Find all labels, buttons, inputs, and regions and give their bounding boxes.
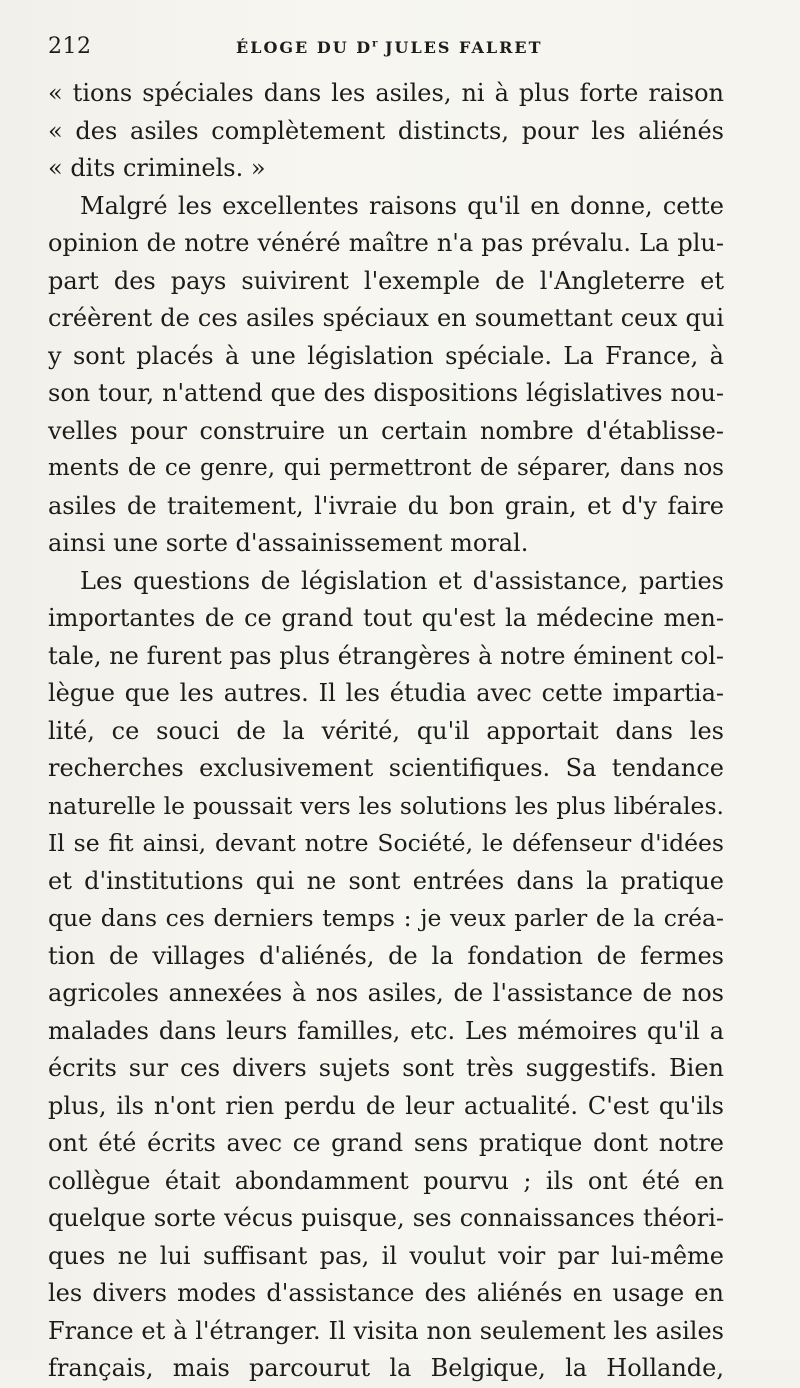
text-line: ainsi une sorte d'assainissement moral. bbox=[48, 529, 529, 557]
text-line: Les questions de législation et d'assistance, parties bbox=[80, 566, 724, 595]
running-head-title: ÉLOGE DU D bbox=[236, 38, 373, 57]
text-line: ont été écrits avec ce grand sens pratique dont notre bbox=[48, 1129, 724, 1157]
page-number: 212 bbox=[48, 34, 92, 59]
text-line: collègue était abondamment pourvu ; ils ont été en bbox=[48, 1166, 724, 1195]
text-line: ments de ce genre, qui permettront de séparer, dans nos bbox=[48, 455, 724, 481]
text-line: écrits sur ces divers sujets sont très suggestifs. Bien bbox=[48, 1054, 724, 1082]
text-line: Malgré les excellentes raisons qu'il en donne, cette bbox=[80, 191, 724, 220]
text-line: France et à l'étranger. Il visita non seulement les asiles bbox=[48, 1316, 724, 1345]
text-line: velles pour construire un certain nombre d'établisse- bbox=[48, 416, 724, 445]
text-line: et d'institutions qui ne sont entrées dans la pratique bbox=[48, 866, 724, 895]
text-line: que dans ces derniers temps : je veux parler de la créa- bbox=[48, 904, 724, 932]
text-line: recherches exclusivement scientifiques. Sa tendance bbox=[48, 754, 724, 782]
text-line: lité, ce souci de la vérité, qu'il apportait dans les bbox=[48, 716, 724, 745]
text-line: naturelle le poussait vers les solutions les plus libérales. bbox=[48, 791, 724, 820]
text-line: son tour, n'attend que des dispositions législatives nou- bbox=[48, 379, 724, 407]
text-line: les divers modes d'assistance des aliénés en usage en bbox=[48, 1279, 724, 1307]
text-line: tion de villages d'aliénés, de la fondation de fermes bbox=[48, 941, 724, 970]
text-line: opinion de notre vénéré maître n'a pas prévalu. La plu- bbox=[48, 229, 724, 257]
running-head bbox=[236, 38, 543, 57]
body-text bbox=[48, 75, 724, 1388]
text-line: ques ne lui suffisant pas, il voulut voir par lui-même bbox=[48, 1241, 724, 1270]
page-header bbox=[48, 32, 728, 72]
text-line: importantes de ce grand tout qu'est la médecine men- bbox=[48, 604, 724, 632]
text-line: part des pays suivirent l'exemple de l'Angleterre et bbox=[48, 266, 724, 295]
text-line: créèrent de ces asiles spéciaux en soumettant ceux qui bbox=[48, 304, 724, 332]
running-head-name: JULES FALRET bbox=[377, 38, 543, 57]
text-line: français, mais parcourut la Belgique, la Hollande, bbox=[48, 1354, 724, 1382]
text-line: « des asiles complètement distincts, pour les aliénés bbox=[48, 116, 724, 145]
text-line: Il se fit ainsi, devant notre Société, le défenseur d'idées bbox=[48, 829, 724, 857]
running-head-superscript: r bbox=[372, 38, 378, 50]
text-line: lègue que les autres. Il les étudia avec cette impartia- bbox=[48, 679, 724, 707]
text-line: quelque sorte vécus puisque, ses connaissances théori- bbox=[48, 1204, 724, 1232]
text-line: agricoles annexées à nos asiles, de l'assistance de nos bbox=[48, 979, 724, 1007]
text-line: « dits criminels. » bbox=[48, 154, 266, 182]
text-line: tale, ne furent pas plus étrangères à notre éminent col- bbox=[48, 641, 724, 670]
text-line: malades dans leurs familles, etc. Les mémoires qu'il a bbox=[48, 1016, 724, 1045]
text-line: « tions spéciales dans les asiles, ni à plus forte raison bbox=[48, 79, 724, 107]
text-line: y sont placés à une législation spéciale. La France, à bbox=[48, 341, 724, 370]
text-line: asiles de traitement, l'ivraie du bon grain, et d'y faire bbox=[48, 491, 724, 520]
text-line: plus, ils n'ont rien perdu de leur actualité. C'est qu'ils bbox=[48, 1091, 724, 1120]
